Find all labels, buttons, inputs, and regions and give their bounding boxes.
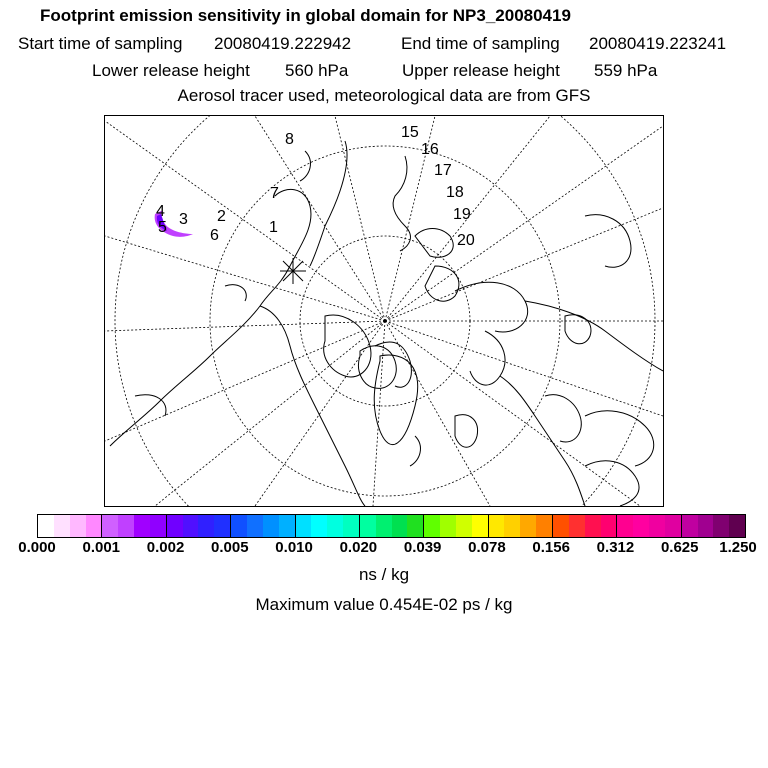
trajectory-label-2: 2 bbox=[217, 208, 226, 225]
tracer-note: Aerosol tracer used, meteorological data are from GFS bbox=[177, 86, 591, 105]
colorbar-tick-label: 1.250 bbox=[719, 539, 757, 556]
trajectory-label-6: 6 bbox=[210, 227, 219, 244]
coastline-arctic-islands bbox=[358, 346, 396, 389]
trajectory-label-1: 1 bbox=[269, 219, 278, 236]
colorbar-unit: ns / kg bbox=[358, 565, 410, 584]
trajectory-label-16: 16 bbox=[421, 141, 439, 158]
trajectory-label-8: 8 bbox=[285, 131, 294, 148]
colorbar-tick-label: 0.312 bbox=[596, 539, 635, 556]
colorbar-segment bbox=[553, 515, 569, 537]
trajectory-label-18: 18 bbox=[446, 184, 464, 201]
coastlines bbox=[110, 141, 663, 506]
colorbar-segment bbox=[407, 515, 424, 537]
colorbar-segment bbox=[536, 515, 553, 537]
graticule bbox=[105, 116, 663, 506]
trajectory-label-7: 7 bbox=[270, 185, 279, 202]
colorbar-segment bbox=[134, 515, 150, 537]
colorbar-segment bbox=[698, 515, 714, 537]
colorbar bbox=[37, 514, 746, 538]
colorbar-tick-label: 0.002 bbox=[146, 539, 185, 556]
colorbar-segment bbox=[343, 515, 360, 537]
coastline-svalbard bbox=[455, 415, 478, 448]
meridian-line bbox=[105, 236, 385, 321]
maximum-value: Maximum value 0.454E-02 ps / kg bbox=[255, 595, 513, 614]
colorbar-segment bbox=[198, 515, 214, 537]
coastline-russia-north bbox=[565, 315, 591, 344]
start-time-value: 20080419.222942 bbox=[214, 34, 352, 53]
trajectory-label-17: 17 bbox=[434, 162, 452, 179]
coastline-north-america bbox=[225, 285, 246, 301]
colorbar-segment bbox=[665, 515, 682, 537]
colorbar-segment bbox=[311, 515, 327, 537]
coastline-russia-north bbox=[525, 301, 663, 371]
release-marker bbox=[280, 258, 306, 284]
trajectory-label-4: 4 bbox=[156, 203, 165, 220]
colorbar-tick-label: 0.625 bbox=[660, 539, 699, 556]
colorbar-tick-label: 0.078 bbox=[468, 539, 506, 556]
trajectory-label-15: 15 bbox=[401, 124, 419, 141]
coastline-novaya-zemlya bbox=[470, 331, 505, 385]
coastline-east-siberia bbox=[393, 156, 410, 251]
colorbar-segment bbox=[520, 515, 536, 537]
colorbar-tick-label: 0.039 bbox=[403, 539, 442, 556]
end-time-value: 20080419.223241 bbox=[589, 34, 727, 53]
start-time-label: Start time of sampling bbox=[18, 34, 183, 53]
colorbar-segment bbox=[392, 515, 408, 537]
meridian-line bbox=[385, 321, 640, 506]
colorbar-segment bbox=[167, 515, 183, 537]
colorbar-segment bbox=[118, 515, 134, 537]
trajectory-label-19: 19 bbox=[453, 206, 471, 223]
colorbar-segment bbox=[729, 515, 745, 537]
colorbar-segment bbox=[649, 515, 665, 537]
colorbar-tick-label: 0.010 bbox=[275, 539, 313, 556]
end-time-label: End time of sampling bbox=[401, 34, 560, 53]
colorbar-segment bbox=[70, 515, 86, 537]
coastline-arctic-islands bbox=[324, 315, 371, 377]
colorbar-segment bbox=[569, 515, 585, 537]
colorbar-tick-label: 0.156 bbox=[532, 539, 570, 556]
meridian-line bbox=[385, 321, 663, 416]
colorbar-segment bbox=[183, 515, 199, 537]
colorbar-segment bbox=[327, 515, 343, 537]
map-title: Footprint emission sensitivity in global domain for NP3_20080419 bbox=[40, 6, 571, 25]
colorbar-segment bbox=[279, 515, 296, 537]
colorbar-segment bbox=[247, 515, 263, 537]
coastline-britain bbox=[585, 411, 654, 466]
trajectory-label-5: 5 bbox=[158, 219, 167, 236]
colorbar-segment bbox=[585, 515, 601, 537]
colorbar-segment bbox=[54, 515, 70, 537]
colorbar-tick-label: 0.020 bbox=[339, 539, 378, 556]
colorbar-segment bbox=[86, 515, 103, 537]
trajectory-label-20: 20 bbox=[457, 232, 475, 249]
latitude-circle-outer bbox=[115, 116, 655, 506]
colorbar-segment bbox=[489, 515, 505, 537]
upper-height-label: Upper release height bbox=[402, 61, 560, 80]
lower-height-label: Lower release height bbox=[92, 61, 250, 80]
colorbar-tick-label: 0.000 bbox=[18, 539, 56, 556]
colorbar-segment bbox=[231, 515, 247, 537]
colorbar-segment bbox=[102, 515, 118, 537]
lower-height-value: 560 hPa bbox=[285, 61, 349, 80]
coastline-asia-east bbox=[585, 215, 631, 268]
colorbar-segment bbox=[263, 515, 279, 537]
map-panel bbox=[104, 115, 664, 507]
colorbar-segment bbox=[633, 515, 649, 537]
colorbar-segment bbox=[214, 515, 231, 537]
colorbar-segment bbox=[38, 515, 54, 537]
colorbar-segment bbox=[376, 515, 392, 537]
colorbar-segment bbox=[601, 515, 618, 537]
colorbar-segment bbox=[296, 515, 312, 537]
coastline-alaska bbox=[310, 141, 347, 266]
colorbar-segment bbox=[617, 515, 633, 537]
upper-height-value: 559 hPa bbox=[594, 61, 658, 80]
coastline-scandinavia bbox=[545, 395, 581, 442]
colorbar-segment bbox=[440, 515, 456, 537]
colorbar-segment bbox=[360, 515, 376, 537]
colorbar-tick-label: 0.005 bbox=[211, 539, 249, 556]
trajectory-labels bbox=[156, 124, 475, 249]
colorbar-segment bbox=[504, 515, 520, 537]
colorbar-segment bbox=[713, 515, 729, 537]
colorbar-tick-label: 0.001 bbox=[82, 539, 121, 556]
trajectory-label-3: 3 bbox=[179, 211, 188, 228]
colorbar-segment bbox=[682, 515, 698, 537]
coastline-alaska bbox=[300, 151, 310, 181]
coastline-north-america bbox=[135, 395, 166, 416]
coastline-iceland bbox=[410, 436, 420, 466]
map-svg bbox=[105, 116, 663, 506]
colorbar-segment bbox=[456, 515, 472, 537]
meridian-line bbox=[385, 321, 490, 506]
colorbar-segment bbox=[472, 515, 489, 537]
coastline-siberia bbox=[455, 282, 528, 332]
colorbar-segment bbox=[424, 515, 440, 537]
colorbar-segment bbox=[150, 515, 167, 537]
coastline-europe bbox=[585, 461, 639, 506]
meridian-line bbox=[255, 321, 385, 506]
